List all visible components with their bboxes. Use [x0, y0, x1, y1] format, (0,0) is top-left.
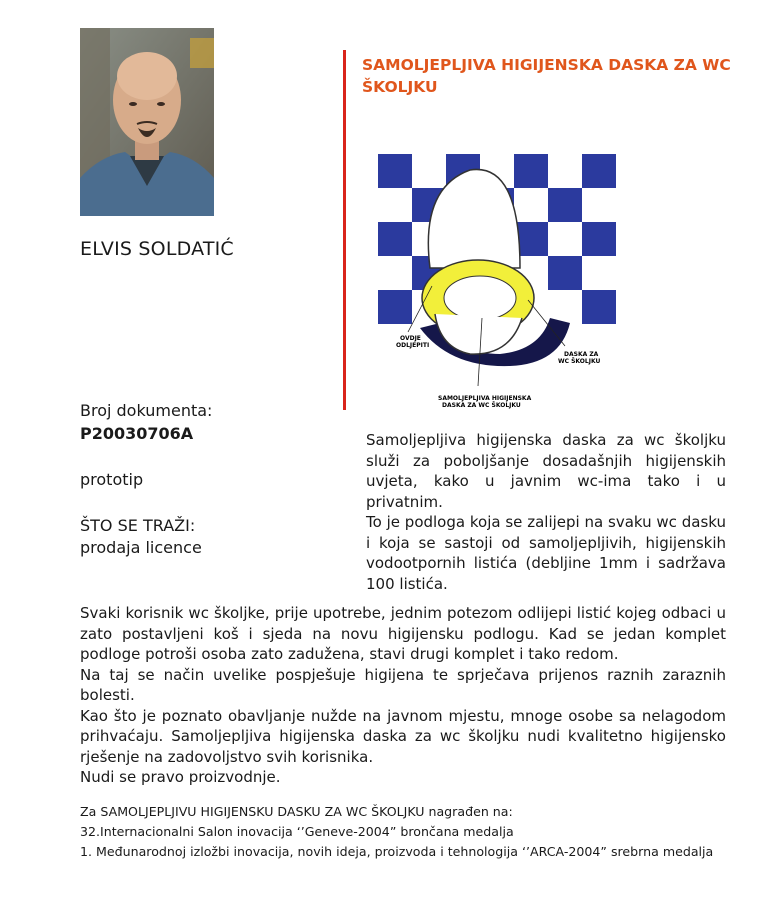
status-label: prototip: [80, 470, 144, 489]
product-title: SAMOLJEPLJIVA HIGIJENSKA DASKA ZA WC ŠKOLJKU: [362, 56, 731, 96]
paragraph: Na taj se način uvelike pospješuje higijena te sprječava prijenos raznih zaraznih bolesti.: [80, 665, 726, 704]
label-daska: DASKA ZA WC ŠKOLJKU: [558, 351, 601, 365]
paragraph: To je podloga koja se zalijepi na svaku wc dasku i koja se sastoji od samoljepljivih, higijenskih vodootpornih listića (debljine 1mm i sadržava 100 listića.: [366, 513, 726, 593]
paragraph: Samoljepljiva higijenska daska za wc školjku služi za poboljšanje dosadašnjih higijenskih uvjeta, kako u javnim wc-ima tako i u privatnim.: [366, 431, 726, 511]
doc-number-label: Broj dokumenta:: [80, 401, 213, 420]
accent-divider: [343, 50, 346, 410]
paragraph: Nudi se pravo proizvodnje.: [80, 768, 281, 786]
seeking-label: ŠTO SE TRAŽI:: [80, 516, 196, 535]
paragraph: Kao što je poznato obavljanje nužde na javnom mjestu, mnoge osobe sa nelagodom prihvaćaju. Samoljepljiva higijenska daska za wc školjku nudi kvalitetno higijensko rješenje na zadovoljstvo svih korisnika.: [80, 706, 726, 766]
label-odvoje: OVDJE ODLJEPITI: [396, 335, 430, 349]
award-line: Za SAMOLJEPLJIVU HIGIJENSKU DASKU ZA WC ŠKOLJKU nagrađen na:: [80, 804, 513, 819]
person-name: ELVIS SOLDATIĆ: [80, 238, 234, 260]
description-right: [366, 430, 726, 594]
portrait-photo: [80, 28, 214, 216]
paragraph: Svaki korisnik wc školjke, prije upotrebe, jednim potezom odlijepi listić kojeg odbaci u zato postavljeni koš i sjeda na novu higijensku podlogu. Kad se jedan komplet podloge potroši osoba zato zadužena, stavi drugi komplet i tako redom.: [80, 604, 726, 663]
award-line: 1. Međunarodnoj izložbi inovacija, novih ideja, proizvoda i tehnologija ‘’ARCA-2004” srebrna medalja: [80, 844, 714, 859]
seeking-value: prodaja licence: [80, 538, 202, 557]
toilet-seat-illustration: [360, 118, 622, 420]
description-full: [80, 603, 726, 788]
label-bottom: SAMOLJEPLJIVA HIGIJENSKA DASKA ZA WC ŠKOLJKU: [438, 395, 532, 409]
awards-list: [80, 802, 730, 862]
award-line: 32.Internacionalni Salon inovacija ‘’Geneve-2004” brončana medalja: [80, 824, 514, 839]
doc-number: P20030706A: [80, 424, 194, 443]
